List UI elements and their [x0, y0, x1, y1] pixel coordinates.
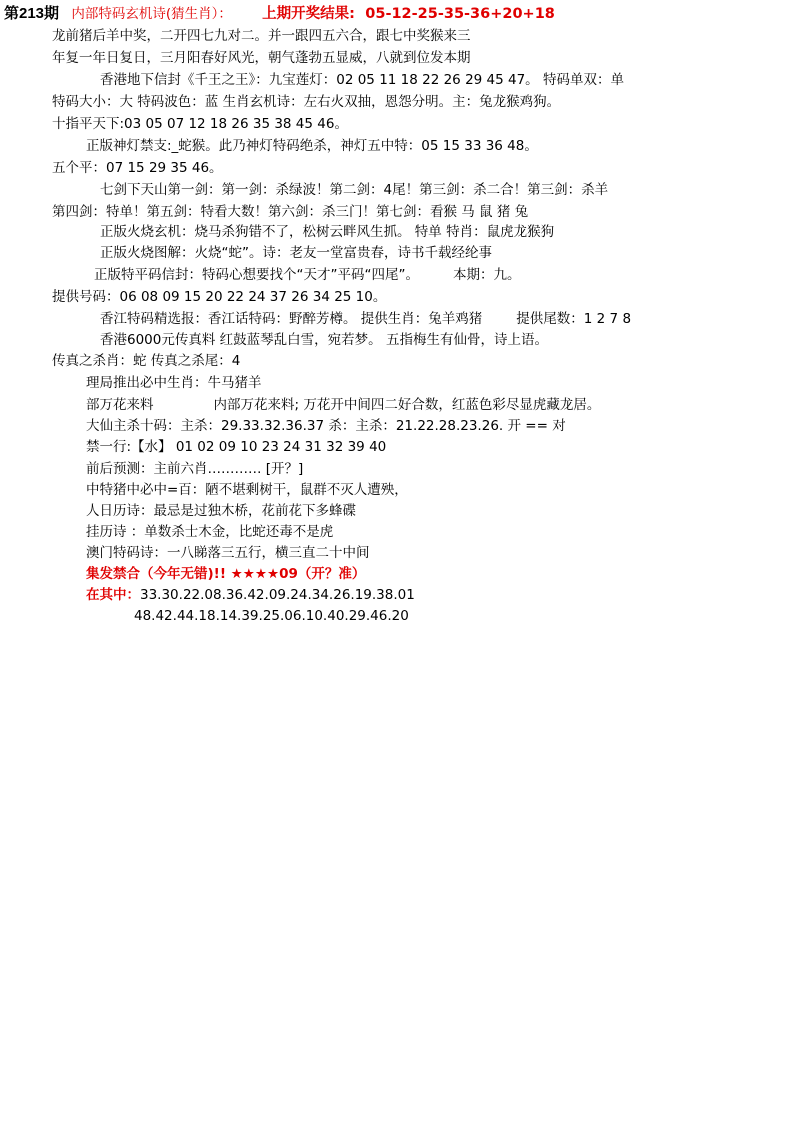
issue-number: 第213期: [4, 5, 60, 22]
text-line-14-main: 香江特码精选报：香江话特码：野醉芳樽。 提供生肖：兔羊鸡猪: [100, 311, 483, 327]
text-line-10: 正版火烧玄机：烧马杀狗错不了，松树云畔风生抓。 特单 特肖：鼠虎龙猴狗: [100, 224, 555, 240]
text-line-13: 提供号码：06 08 09 15 20 22 24 37 26 34 25 10。: [52, 289, 387, 305]
text-line-28: 48.42.44.18.14.39.25.06.10.40.29.46.20: [134, 608, 409, 624]
text-line-18-main: 内部万花来料; 万花开中间四二好合数，红蓝色彩尽显虎藏龙居。: [213, 397, 601, 413]
text-line-23: 人日历诗：最忌是过独木桥，花前花下多蜂碟: [86, 503, 356, 519]
text-line-22: 中特猪中必中=百：陋不堪剩树干，鼠群不灭人遭殃，: [86, 482, 408, 498]
text-line-14-tails: 提供尾数：1 2 7 8: [516, 311, 632, 327]
result-label: 上期开奖结果:: [262, 6, 355, 22]
poem-title: 内部特码玄机诗(猜生肖）：: [71, 6, 232, 22]
text-line-12-main: 正版特平码信封：特码心想要找个“天才”平码“四尾”。: [94, 267, 419, 283]
text-line-20: 禁一行:【水】 01 02 09 10 23 24 31 32 39 40: [86, 439, 387, 455]
text-line-7: 五个平：07 15 29 35 46。: [52, 160, 223, 176]
text-line-4: 特码大小：大 特码波色：蓝 生肖玄机诗：左右火双抽，恩怨分明。主：兔龙猴鸡狗。: [52, 94, 561, 110]
text-line-15: 香港6000元传真料 红鼓蓝琴乱白雪，宛若梦。 五指梅生有仙骨，诗上语。: [100, 332, 548, 348]
text-line-19: 大仙主杀十码：主杀：29.33.32.36.37 杀：主杀：21.22.28.23.26. 开 == 对: [86, 418, 566, 434]
text-line-26: 集发禁合（今年无错)!! ★★★★09（开？准）: [86, 566, 366, 582]
text-line-8: 七剑下天山第一剑：第一剑：杀绿波！第二剑：4尾！第三剑：杀二合！第三剑：杀羊: [100, 182, 609, 198]
text-line-27: [86, 585, 415, 605]
text-line-12: [94, 265, 520, 285]
text-line-25: 澳门特码诗：一八睇落三五行，横三直二十中间: [86, 545, 370, 561]
text-line-17: 理局推出必中生肖：牛马猪羊: [86, 375, 262, 391]
text-line-27-label: 在其中：: [86, 587, 140, 603]
text-line-6: 正版神灯禁支:_蛇猴。此乃神灯特码绝杀，神灯五中特：05 15 33 36 48。: [86, 138, 538, 154]
text-line-12-period: 本期：九。: [452, 267, 521, 283]
text-line-21: 前后预测：主前六肖………… [开？]: [86, 461, 304, 477]
text-line-14: [100, 309, 631, 329]
text-line-18-label: 部万花来料: [86, 397, 154, 413]
text-line-5: 十指平天下:03 05 07 12 18 26 35 38 45 46。: [52, 116, 348, 132]
text-line-2: 年复一年日复日，三月阳春好风光，朝气蓬勃五显威，八就到位发本期: [52, 50, 471, 66]
text-line-24: 挂历诗 ：单数杀士木金，比蛇还毒不是虎: [86, 524, 334, 540]
header-row: [4, 4, 555, 24]
text-line-11: 正版火烧图解：火烧“蛇”。诗：老友一堂富贵春，诗书千载经纶事: [100, 245, 492, 261]
text-line-18: [86, 395, 600, 415]
text-line-3: 香港地下信封《千王之王》：九宝莲灯：02 05 11 18 22 26 29 45 47。 特码单双：单: [100, 72, 624, 88]
result-value: 05-12-25-35-36+20+18: [365, 6, 555, 22]
text-line-9: 第四剑：特单！第五剑：特看大数！第六剑：杀三门！第七剑：看猴 马 鼠 猪 兔: [52, 204, 529, 220]
text-line-27-values: 33.30.22.08.36.42.09.24.34.26.19.38.01: [140, 587, 415, 603]
text-line-16: 传真之杀肖：蛇 传真之杀尾：4: [52, 353, 241, 369]
text-line-1: 龙前猪后羊中奖，二开四七九对二。并一跟四五六合，跟七中奖猴来三: [52, 28, 471, 44]
